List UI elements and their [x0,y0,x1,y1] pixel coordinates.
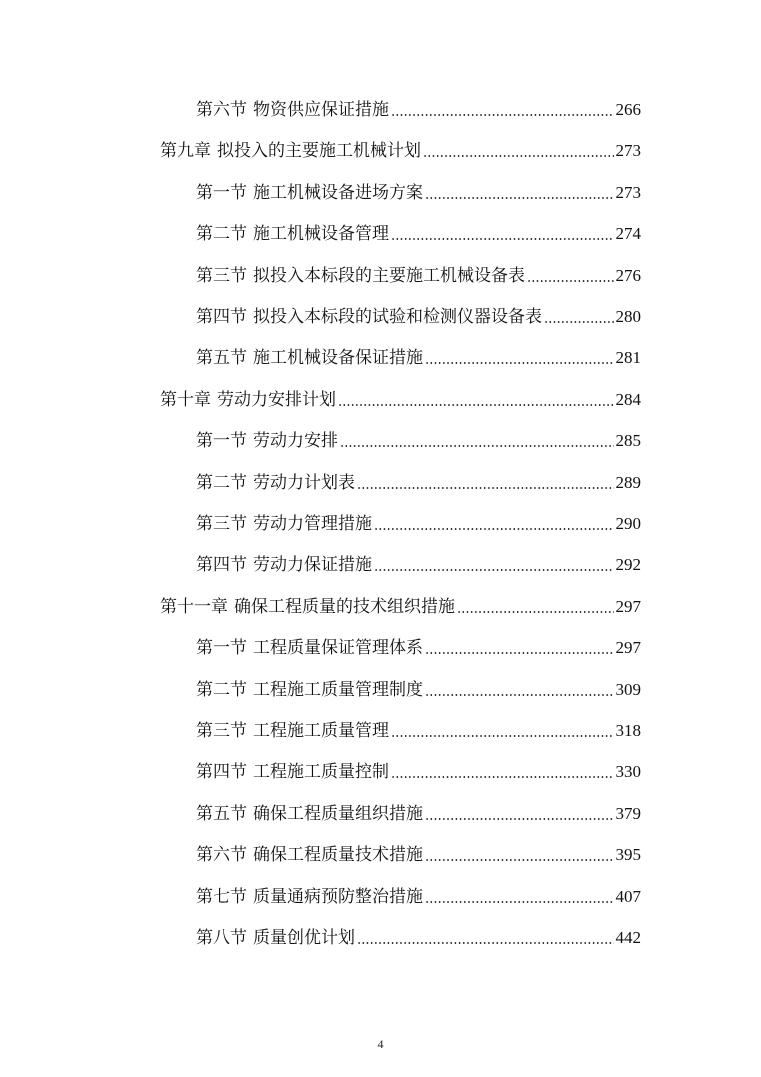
toc-entry-title: 质量通病预防整治措施 [253,886,423,907]
toc-entry-label [196,306,542,328]
toc-entry-number: 第二节 [196,224,247,245]
toc-entry-page: 330 [615,762,641,782]
page-number: 4 [377,1037,384,1051]
toc-dot-leader [391,114,614,116]
toc-entry-label [196,472,355,494]
toc-entry-number: 第七节 [196,886,247,907]
toc-entry-title: 工程施工质量控制 [253,762,389,783]
toc-entry-number: 第六节 [196,100,247,120]
toc-entry-number: 第二节 [196,679,247,700]
toc-dot-leader [425,901,614,903]
toc-entry-page: 289 [615,472,641,492]
toc-entry-label [196,554,372,576]
toc-entry-number: 第六节 [196,845,247,866]
toc-entry-label [196,223,389,245]
toc-chapter-entry[interactable] [160,588,641,618]
toc-entry-label [196,513,372,535]
toc-dot-leader [425,197,614,199]
toc-dot-leader [425,694,614,696]
toc-dot-leader [457,611,614,613]
toc-entry-page: 318 [615,721,641,740]
toc-entry-title: 工程施工质量管理 [253,721,389,741]
toc-entry-number: 第五节 [196,348,247,369]
toc-dot-leader [425,818,614,820]
toc-entry-title: 施工机械设备保证措施 [253,348,423,369]
toc-dot-leader [423,155,614,157]
toc-dot-leader [527,280,614,282]
toc-section-entry[interactable] [196,629,641,659]
toc-dot-leader [374,528,614,530]
toc-entry-title: 物资供应保证措施 [253,100,389,120]
toc-entry-title: 拟投入本标段的主要施工机械设备表 [253,265,525,286]
toc-entry-label [196,844,423,866]
toc-entry-label [196,347,423,369]
toc-entry-title: 劳动力计划表 [253,472,355,493]
toc-entry-label [160,389,336,411]
toc-entry-number: 第四节 [196,762,247,783]
toc-section-entry[interactable] [196,878,641,908]
toc-dot-leader [391,735,614,737]
toc-entry-number: 第八节 [196,928,247,948]
toc-entry-number: 第三节 [196,514,247,534]
toc-entry-page: 284 [615,389,641,409]
toc-entry-title: 工程质量保证管理体系 [253,638,423,659]
toc-entry-title: 劳动力保证措施 [253,555,372,576]
toc-entry-title: 拟投入的主要施工机械计划 [217,141,421,162]
toc-entry-number: 第二节 [196,472,247,493]
toc-entry-title: 劳动力安排 [253,431,338,452]
toc-entry-label [196,99,389,121]
toc-entry-page: 292 [615,555,641,575]
toc-section-entry[interactable] [196,753,641,783]
toc-entry-page: 276 [615,265,641,285]
toc-entry-page: 395 [615,845,641,865]
toc-dot-leader [357,487,614,489]
toc-entry-number: 第三节 [196,721,247,741]
toc-entry-number: 第十一章 [160,596,228,617]
toc-chapter-entry[interactable] [160,381,641,411]
toc-section-entry[interactable] [196,505,641,535]
toc-entry-label [196,265,525,287]
toc-dot-leader [374,569,614,571]
toc-section-entry[interactable] [196,215,641,245]
toc-dot-leader [357,942,614,944]
toc-entry-page: 290 [615,514,641,533]
toc-dot-leader [338,404,614,406]
toc-entry-page: 280 [615,307,641,326]
toc-dot-leader [340,445,614,447]
toc-entry-label [196,803,423,825]
toc-entry-page: 281 [615,348,641,368]
toc-entry-title: 拟投入本标段的试验和检测仪器设备表 [253,307,542,327]
toc-section-entry[interactable] [196,257,641,287]
toc-entry-page: 442 [615,928,641,947]
toc-entry-number: 第三节 [196,265,247,286]
toc-entry-number: 第四节 [196,555,247,576]
toc-entry-page: 407 [615,886,641,906]
toc-section-entry[interactable] [196,91,641,121]
toc-section-entry[interactable] [196,712,641,742]
toc-entry-number: 第一节 [196,638,247,659]
toc-dot-leader [425,859,614,861]
toc-entry-label [196,679,423,701]
toc-section-entry[interactable] [196,795,641,825]
toc-section-entry[interactable] [196,836,641,866]
toc-entry-title: 施工机械设备进场方案 [253,182,423,203]
toc-entry-number: 第五节 [196,803,247,824]
toc-section-entry[interactable] [196,546,641,576]
toc-entry-page: 297 [615,638,641,658]
toc-entry-label [196,927,355,949]
toc-entry-number: 第一节 [196,431,247,452]
toc-entry-page: 274 [615,224,641,244]
toc-entry-number: 第四节 [196,307,247,327]
toc-entry-label [196,886,423,908]
toc-entry-page: 297 [615,596,641,616]
toc-entry-label [196,720,389,742]
toc-entry-page: 273 [615,182,641,202]
toc-dot-leader [544,321,614,323]
toc-entry-number: 第十章 [160,389,211,410]
toc-entry-page: 379 [615,803,641,823]
toc-section-entry[interactable] [196,464,641,494]
toc-entry-page: 266 [615,100,641,119]
toc-entry-title: 确保工程质量的技术组织措施 [234,596,455,617]
toc-entry-label [160,596,455,618]
toc-entry-title: 工程施工质量管理制度 [253,679,423,700]
toc-entry-label [196,182,423,204]
toc-entry-title: 确保工程质量组织措施 [253,803,423,824]
toc-section-entry[interactable] [196,174,641,204]
toc-section-entry[interactable] [196,339,641,369]
toc-entry-page: 285 [615,431,641,451]
toc-section-entry[interactable] [196,422,641,452]
toc-entry-title: 施工机械设备管理 [253,224,389,245]
toc-dot-leader [391,776,614,778]
toc-dot-leader [425,362,614,364]
toc-dot-leader [425,652,614,654]
toc-dot-leader [391,238,614,240]
toc-section-entry[interactable] [196,671,641,701]
toc-section-entry[interactable] [196,298,641,328]
toc-entry-title: 劳动力安排计划 [217,389,336,410]
toc-entry-label [196,761,389,783]
toc-entry-label [196,637,423,659]
toc-entry-label [196,430,338,452]
toc-entry-page: 309 [615,679,641,699]
toc-entry-title: 劳动力管理措施 [253,514,372,534]
toc-entry-number: 第一节 [196,182,247,203]
toc-entry-label [160,140,421,162]
toc-entry-title: 质量创优计划 [253,928,355,948]
toc-section-entry[interactable] [196,919,641,949]
toc-entry-number: 第九章 [160,141,211,162]
toc-entry-title: 确保工程质量技术措施 [253,845,423,866]
toc-chapter-entry[interactable] [160,132,641,162]
toc-entry-page: 273 [615,141,641,161]
